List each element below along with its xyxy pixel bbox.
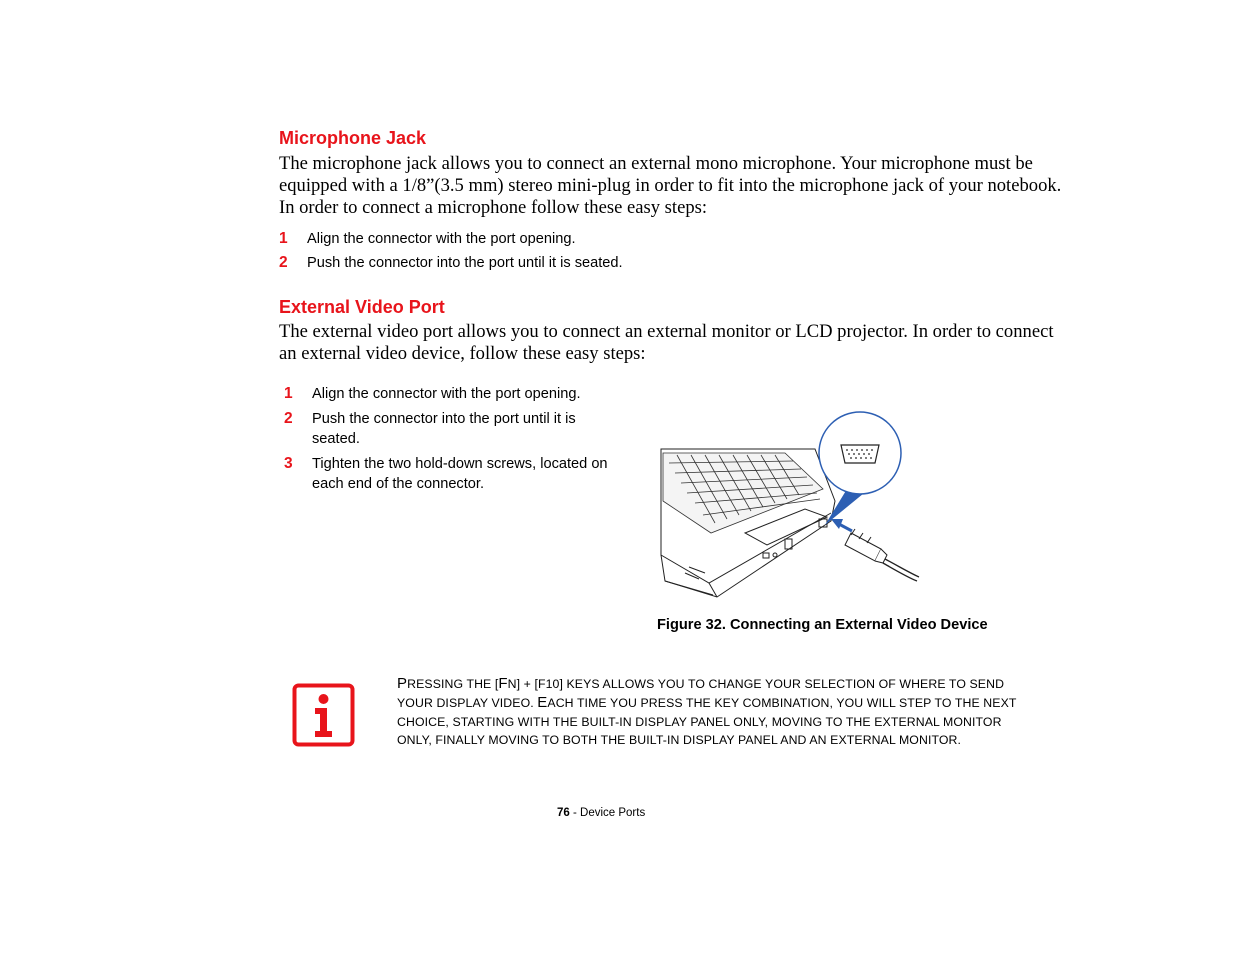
note-cap: F [498, 675, 508, 692]
step-text: Align the connector with the port opening. [312, 386, 581, 402]
page-footer [557, 807, 645, 819]
step-number: 2 [284, 409, 293, 427]
note-segment: RESSING THE [ [407, 677, 499, 691]
note-text [397, 675, 1037, 750]
list-item [279, 384, 614, 405]
note-cap: P [397, 675, 408, 692]
step-number: 1 [279, 230, 288, 247]
page-number: 76 [557, 807, 570, 819]
step-text: Push the connector into the port until it is seated. [312, 410, 576, 447]
vga-port-icon [841, 445, 879, 463]
list-item [279, 454, 614, 495]
laptop-video-port-illustration [655, 405, 925, 605]
list-item [279, 229, 779, 253]
step-number: 1 [284, 385, 293, 402]
video-body: The external video port allows you to connect an external monitor or LCD projector. In order to connect an external video device, follow these easy steps: [279, 321, 1054, 364]
video-steps [279, 384, 614, 495]
info-icon [292, 683, 355, 747]
figure-caption: Figure 32. Connecting an External Video Device [657, 617, 988, 633]
list-item [279, 253, 779, 274]
step-number: 3 [284, 454, 293, 472]
mic-body: The microphone jack allows you to connect an external mono microphone. Your microphone must be equipped with a 1/8”(3.5 mm) stereo mini-plug in order to fit into the microphone jack of your notebook. In order to connect a microphone follow these easy steps: [279, 153, 1062, 218]
mic-steps [279, 229, 779, 274]
step-text: Push the connector into the port until it is seated. [307, 255, 623, 271]
note-cap: E [537, 693, 548, 711]
footer-label: - Device Ports [569, 807, 646, 819]
step-text: Align the connector with the port opening. [307, 231, 576, 247]
step-text: Tighten the two hold-down screws, located on each end of the connector. [312, 455, 608, 492]
note-segment: ACH TIME YOU PRESS THE KEY COMBINATION, YOU WILL STEP TO THE NEXT CHOICE, STARTING WITH THE BUILT-IN DISPLAY PANEL ONLY, MOVING TO THE EXTERNAL MONITOR ONLY, FINALLY MOVING TO BOTH THE BUILT-IN DISPLAY PANEL AND AN EXTERNAL MONITOR. [397, 695, 1017, 748]
list-item [279, 409, 614, 450]
step-number: 2 [279, 254, 288, 271]
video-heading: External Video Port [279, 297, 445, 317]
mic-heading: Microphone Jack [279, 128, 427, 148]
note-segment: N] + [F10] KEYS ALLOWS YOU TO CHANGE YOUR SELECTION OF WHERE TO SEND YOUR DISPLAY VIDEO. [397, 677, 1005, 710]
